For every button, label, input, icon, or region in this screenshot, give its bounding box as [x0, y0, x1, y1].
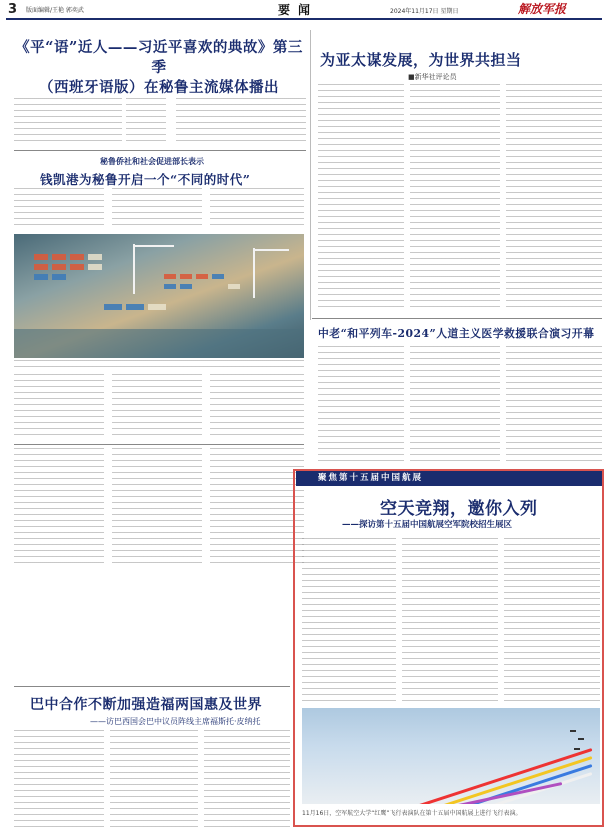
commentary-col1 — [318, 84, 404, 312]
main-body-col1 — [14, 98, 122, 144]
commentary-col2 — [410, 84, 500, 312]
exercise-col3 — [506, 346, 602, 464]
qian-body-col2 — [112, 188, 202, 230]
left-body-col1 — [14, 374, 104, 440]
airshow-subtitle: ——探访第十五届中国航展空军院校招生展区 — [342, 520, 513, 530]
port-photo-caption — [14, 360, 304, 370]
divider — [14, 444, 304, 445]
china-peru-subtitle: ——访巴西国会巴中议员阵线主席福斯托·皮纳托 — [90, 717, 261, 726]
main-body-col1b — [126, 98, 166, 144]
left-body-col2 — [112, 374, 202, 440]
main-headline-line1: 《平“语”近人——习近平喜欢的典故》第三季 — [15, 39, 303, 76]
china-peru-col2 — [110, 730, 198, 828]
commentary-byline: ■新华社评论员 — [408, 73, 457, 81]
page-number: 3 — [8, 2, 18, 17]
airshow-col1 — [302, 538, 396, 706]
header-rule — [6, 18, 602, 20]
china-peru-headline: 巴中合作不断加强造福两国惠及世界 — [30, 697, 262, 713]
divider — [14, 150, 306, 151]
jet-icon — [570, 730, 576, 732]
exercise-col2 — [410, 346, 500, 464]
masthead-logo: 解放军报 — [518, 2, 567, 16]
left-mid-col2 — [112, 448, 202, 568]
qian-kicker: 秘鲁侨社和社会促进部长表示 — [100, 157, 204, 166]
airshow-col2 — [402, 538, 498, 706]
airshow-col3 — [504, 538, 600, 706]
airshow-band: 聚焦第十五届中国航展 — [296, 471, 602, 486]
jet-icon — [574, 748, 580, 750]
exercise-headline: 中老“和平列车-2024”人道主义医学救援联合演习开幕 — [318, 327, 595, 340]
airshow-photo — [302, 708, 600, 804]
qian-body-col1 — [14, 188, 104, 230]
issue-date: 2024年11月17日 星期日 — [390, 8, 459, 15]
divider — [14, 686, 290, 687]
left-mid-col1 — [14, 448, 104, 568]
qian-body-col3 — [210, 188, 304, 230]
china-peru-col1 — [14, 730, 104, 828]
port-photo — [14, 234, 304, 358]
main-headline — [14, 38, 304, 98]
left-body-col3 — [210, 374, 304, 440]
airshow-headline: 空天竞翔，邀你入列 — [380, 499, 538, 519]
jet-icon — [578, 738, 584, 740]
exercise-col1 — [318, 346, 404, 464]
section-info: 版面编辑/王艳 郭奕武 — [26, 7, 84, 14]
airshow-caption: 11月16日，空军航空大学“红鹰”飞行表演队在第十五届中国航展上进行飞行表演。 — [302, 810, 522, 817]
left-mid-col3 — [210, 448, 304, 568]
qian-headline: 钱凯港为秘鲁开启一个“不同的时代” — [40, 172, 251, 187]
main-headline-line2: （西班牙语版）在秘鲁主流媒体播出 — [39, 79, 279, 96]
china-peru-col3 — [204, 730, 290, 828]
smoke-trail-yellow — [344, 756, 592, 804]
main-body-col2 — [176, 98, 306, 144]
column-divider — [310, 30, 311, 320]
divider — [312, 318, 602, 319]
commentary-col3 — [506, 84, 602, 312]
commentary-headline: 为亚太谋发展，为世界共担当 — [320, 51, 522, 69]
column-name: 要闻 — [278, 3, 319, 17]
